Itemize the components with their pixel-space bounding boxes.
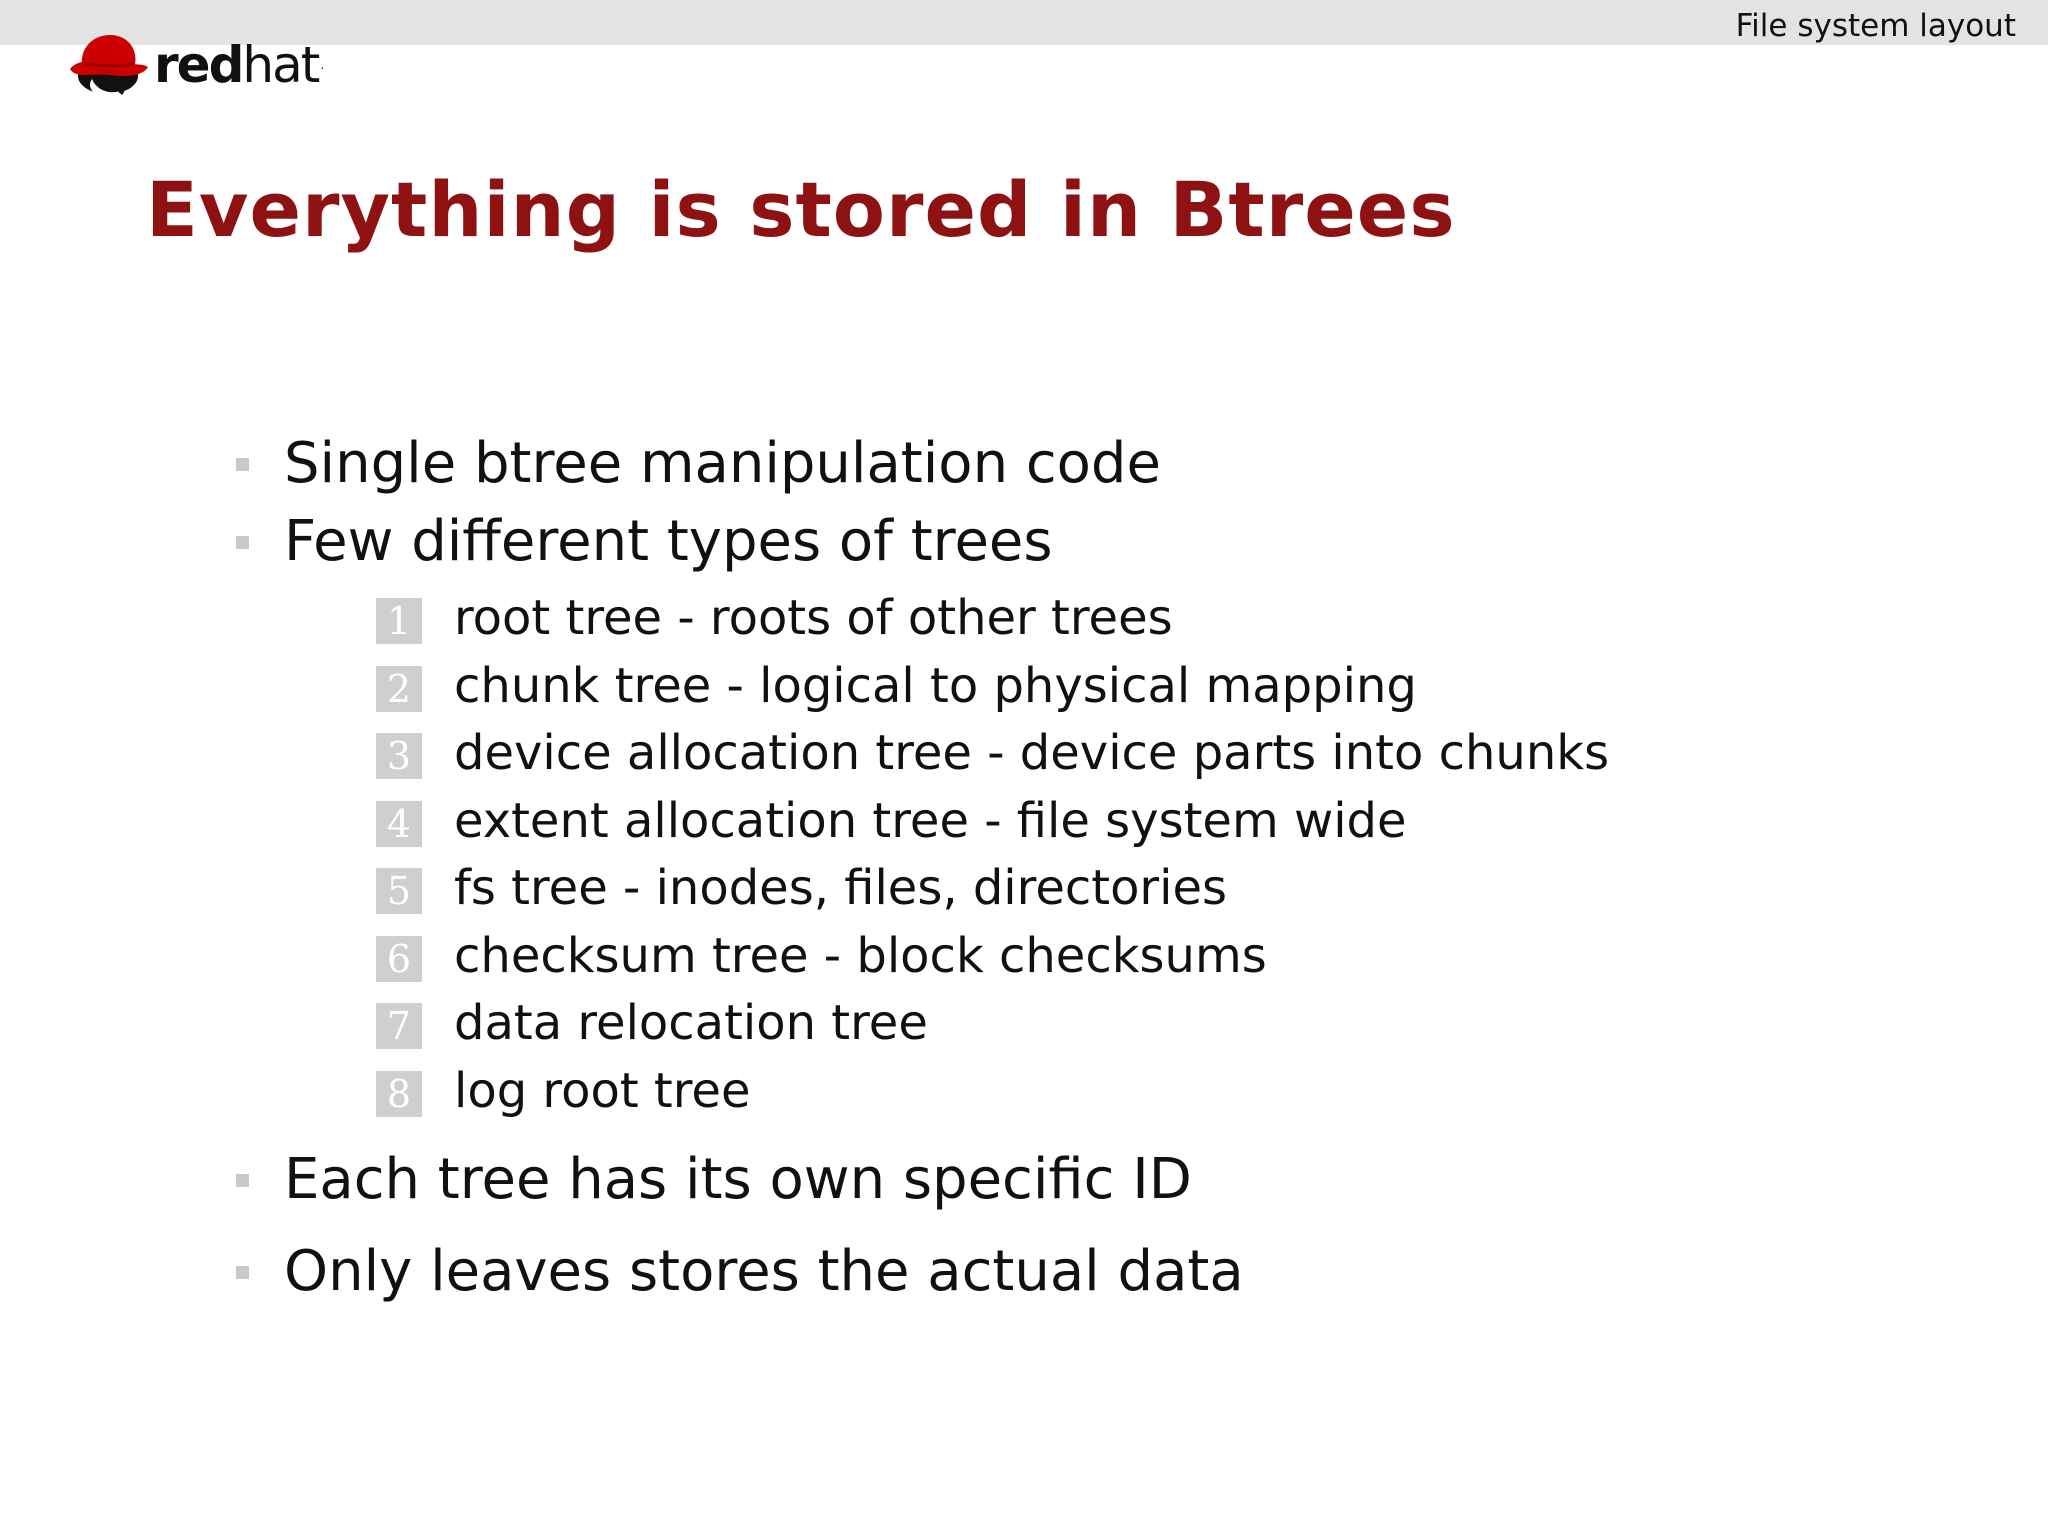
bullet-item [236,1233,1996,1311]
bullet-item [236,425,1996,503]
brand-trademark: . [320,58,325,72]
section-title: File system layout [1735,8,2016,44]
tree-type-text: chunk tree - logical to physical mapping [454,657,1417,714]
number-badge: 8 [376,1071,422,1117]
tree-type-item [376,653,1996,721]
bullet-item [236,1141,1996,1219]
bullet-text: Few different types of trees [284,509,1053,574]
bullet-square-icon [236,1174,249,1187]
tree-type-text: data relocation tree [454,995,928,1051]
tree-type-item [376,720,1996,788]
bullet-item [236,503,1996,1125]
number-badge: 7 [376,1003,422,1049]
tree-types-list [376,585,1996,1125]
tree-type-item [376,990,1996,1058]
bullet-square-icon [236,536,249,549]
tree-type-text: extent allocation tree - file system wide [454,792,1407,849]
number-badge: 5 [376,868,422,914]
number-badge: 3 [376,733,422,779]
redhat-wordmark [154,35,324,95]
bullet-square-icon [236,458,249,471]
tree-type-text: device allocation tree - device parts into chunks [454,725,1610,781]
tree-type-item [376,855,1996,923]
redhat-logo [68,28,324,102]
tree-type-text: fs tree - inodes, files, directories [454,860,1228,916]
slide-title: Everything is stored in Btrees [146,165,1456,254]
tree-type-item [376,923,1996,991]
number-badge: 2 [376,666,422,712]
number-badge: 1 [376,598,422,644]
bullet-text: Single btree manipulation code [284,431,1161,496]
tree-type-text: checksum tree - block checksums [454,927,1267,984]
tree-type-item [376,788,1996,856]
number-badge: 4 [376,801,422,847]
tree-type-item [376,585,1996,653]
brand-red: red [154,36,243,94]
bullet-list [236,425,1996,1311]
bullet-text: Each tree has its own specific ID [284,1147,1192,1212]
brand-hat: hat [242,36,319,94]
bullet-square-icon [236,1266,249,1279]
bullet-text: Only leaves stores the actual data [284,1239,1244,1304]
tree-type-item [376,1058,1996,1126]
number-badge: 6 [376,936,422,982]
tree-type-text: root tree - roots of other trees [454,590,1173,646]
tree-type-text: log root tree [454,1062,751,1119]
redhat-shadowman-icon [68,29,150,101]
